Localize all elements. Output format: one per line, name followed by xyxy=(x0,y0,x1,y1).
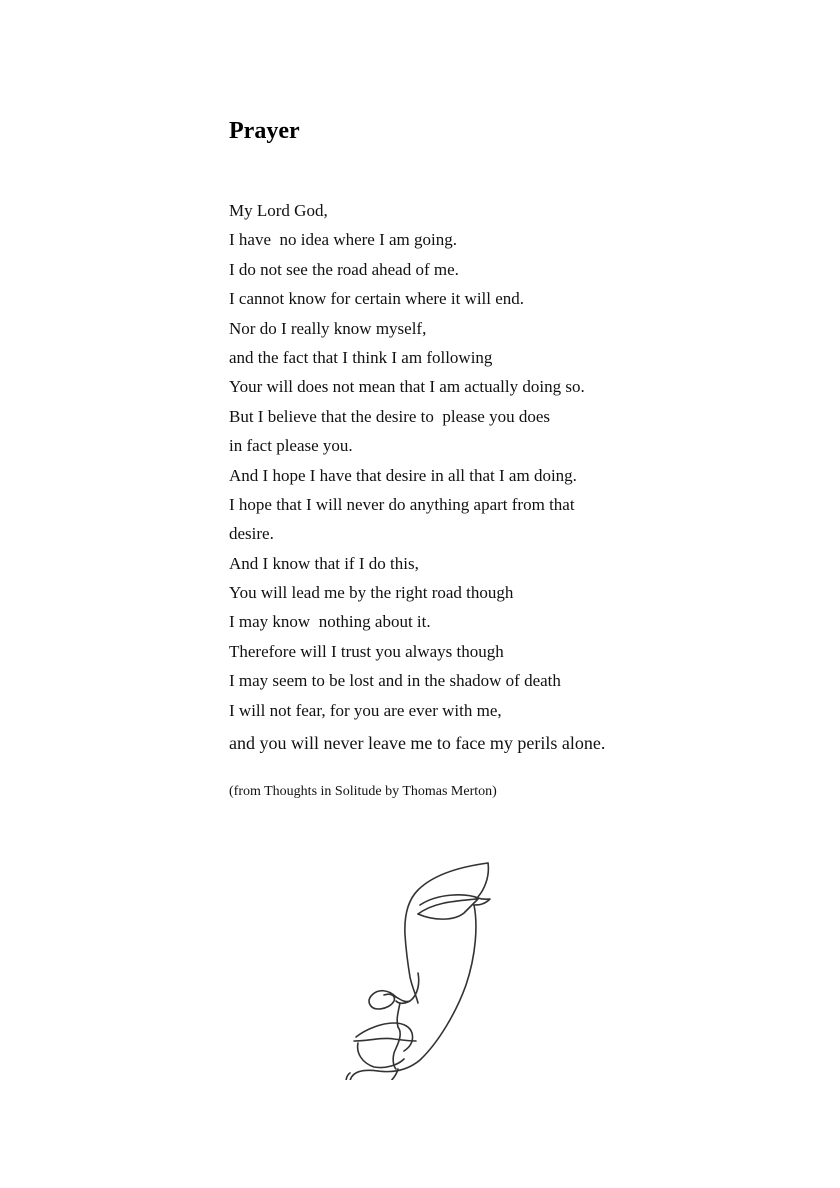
poem-line: I may know nothing about it. xyxy=(229,612,431,632)
poem-line: desire. xyxy=(229,524,274,544)
poem-line: Nor do I really know myself, xyxy=(229,318,427,338)
poem-line: I do not see the road ahead of me. xyxy=(229,259,459,279)
poem-line: I cannot know for certain where it will end. xyxy=(229,289,525,309)
poem-line: Your will does not mean that I am actually doing so. xyxy=(229,377,585,397)
poem-line: Therefore will I trust you always though xyxy=(229,641,504,661)
one-line-face-drawing-icon xyxy=(338,855,508,1080)
poem-line: I hope that I will never do anything apart from that xyxy=(229,494,575,514)
poem-line: I may seem to be lost and in the shadow of death xyxy=(229,671,561,691)
poem-line: You will lead me by the right road though xyxy=(229,583,514,603)
poem-line: But I believe that the desire to please you does xyxy=(229,406,551,426)
poem-line: in fact please you. xyxy=(229,436,353,456)
poem-line: and the fact that I think I am following xyxy=(229,347,493,367)
poem-line: My Lord God, xyxy=(229,201,328,220)
poem-line: I will not fear, for you are ever with me, xyxy=(229,700,502,720)
poem-line: And I know that if I do this, xyxy=(229,553,419,573)
page-title: Prayer xyxy=(229,118,300,144)
poem-line: And I hope I have that desire in all that I am doing. xyxy=(229,465,577,485)
poem-body xyxy=(229,196,605,757)
poem-line: I have no idea where I am going. xyxy=(229,230,457,250)
poem-line: and you will never leave me to face my perils alone. xyxy=(229,733,606,754)
citation: (from Thoughts in Solitude by Thomas Merton) xyxy=(229,784,497,799)
